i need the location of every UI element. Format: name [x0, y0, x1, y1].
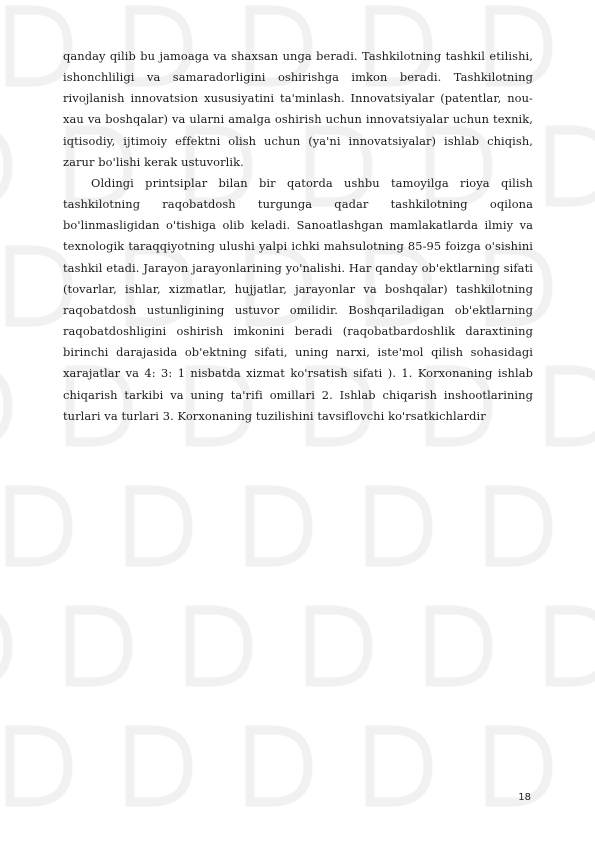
page-number: 18 — [518, 792, 531, 803]
paragraph-1: qanday qilib bu jamoaga va shaxsan unga beradi. Tashkilotning tashkil etilishi, ishonchliligi va samaradorligini oshirishga imkon beradi. Tashkilotning rivojlanish innovatsion xususiyatini ta'minlash. Innovatsiyalar (patentlar, nou-xau va boshqalar) va ularni amalga oshirish uchun innovatsiyalar uchun texnik, iqtisodiy, ijtimoiy effektni olish uchun (ya'ni innovatsiyalar) ishlab chiqish, zarur bo'lishi kerak ustuvorlik. — [63, 49, 533, 169]
watermark-glyph — [430, 610, 488, 682]
watermark-glyph — [10, 10, 68, 82]
watermark-glyph — [0, 130, 8, 202]
paragraph-2: Oldingi printsiplar bilan bir qatorda ushbu tamoyilga rioya qilish tashkilotning raqobatdosh turgunga qadar tashkilotning oqilona bo'linmasligidan o'tishiga olib keladi. Sanoatlashgan mamlakatlarda ilmiy va texnologik taraqqiyotning ulushi yalpi ichki mahsulotning 85-95 foizga o'sishini tashkil etadi. Jarayon jarayonlarining yo'nalishi. Har qanday ob'ektlarning sifati (tovarlar, ishlar, xizmatlar, hujjatlar, jarayonlar va boshqalar) tashkilotning raqobatdosh ustunligining ustuvor omilidir. Boshqariladigan ob'ektlarning raqobatdoshligini oshirish imkonini beradi (raqobatbardoshlik daraxtining birinchi darajasida ob'ektning sifati, uning narxi, iste'mol qilish sohasidagi xarajatlar va 4: 3: 1 nisbatda xizmat ko'rsatish sifati ). 1. Korxonaning ishlab chiqarish tarkibi va uning ta'rifi omillari 2. Ishlab chiqarish inshootlarining turlari va turlari 3. Korxonaning tuzilishini tavsiflovchi ko'rsatkichlardir — [63, 175, 533, 423]
watermark-glyph — [10, 490, 68, 562]
watermark-glyph — [550, 370, 595, 442]
watermark-glyph — [490, 490, 548, 562]
watermark-glyph — [370, 490, 428, 562]
watermark-glyph — [370, 730, 428, 802]
watermark-glyph — [70, 610, 128, 682]
watermark-glyph — [0, 610, 8, 682]
watermark-glyph — [10, 250, 68, 322]
watermark-glyph — [250, 490, 308, 562]
watermark-glyph — [550, 130, 595, 202]
watermark-glyph — [550, 610, 595, 682]
watermark-glyph — [310, 610, 368, 682]
watermark-glyph — [0, 370, 8, 442]
watermark-glyph — [250, 730, 308, 802]
watermark-glyph — [10, 730, 68, 802]
watermark-glyph — [130, 730, 188, 802]
document-body — [63, 46, 533, 427]
watermark-glyph — [190, 610, 248, 682]
watermark-glyph — [130, 490, 188, 562]
